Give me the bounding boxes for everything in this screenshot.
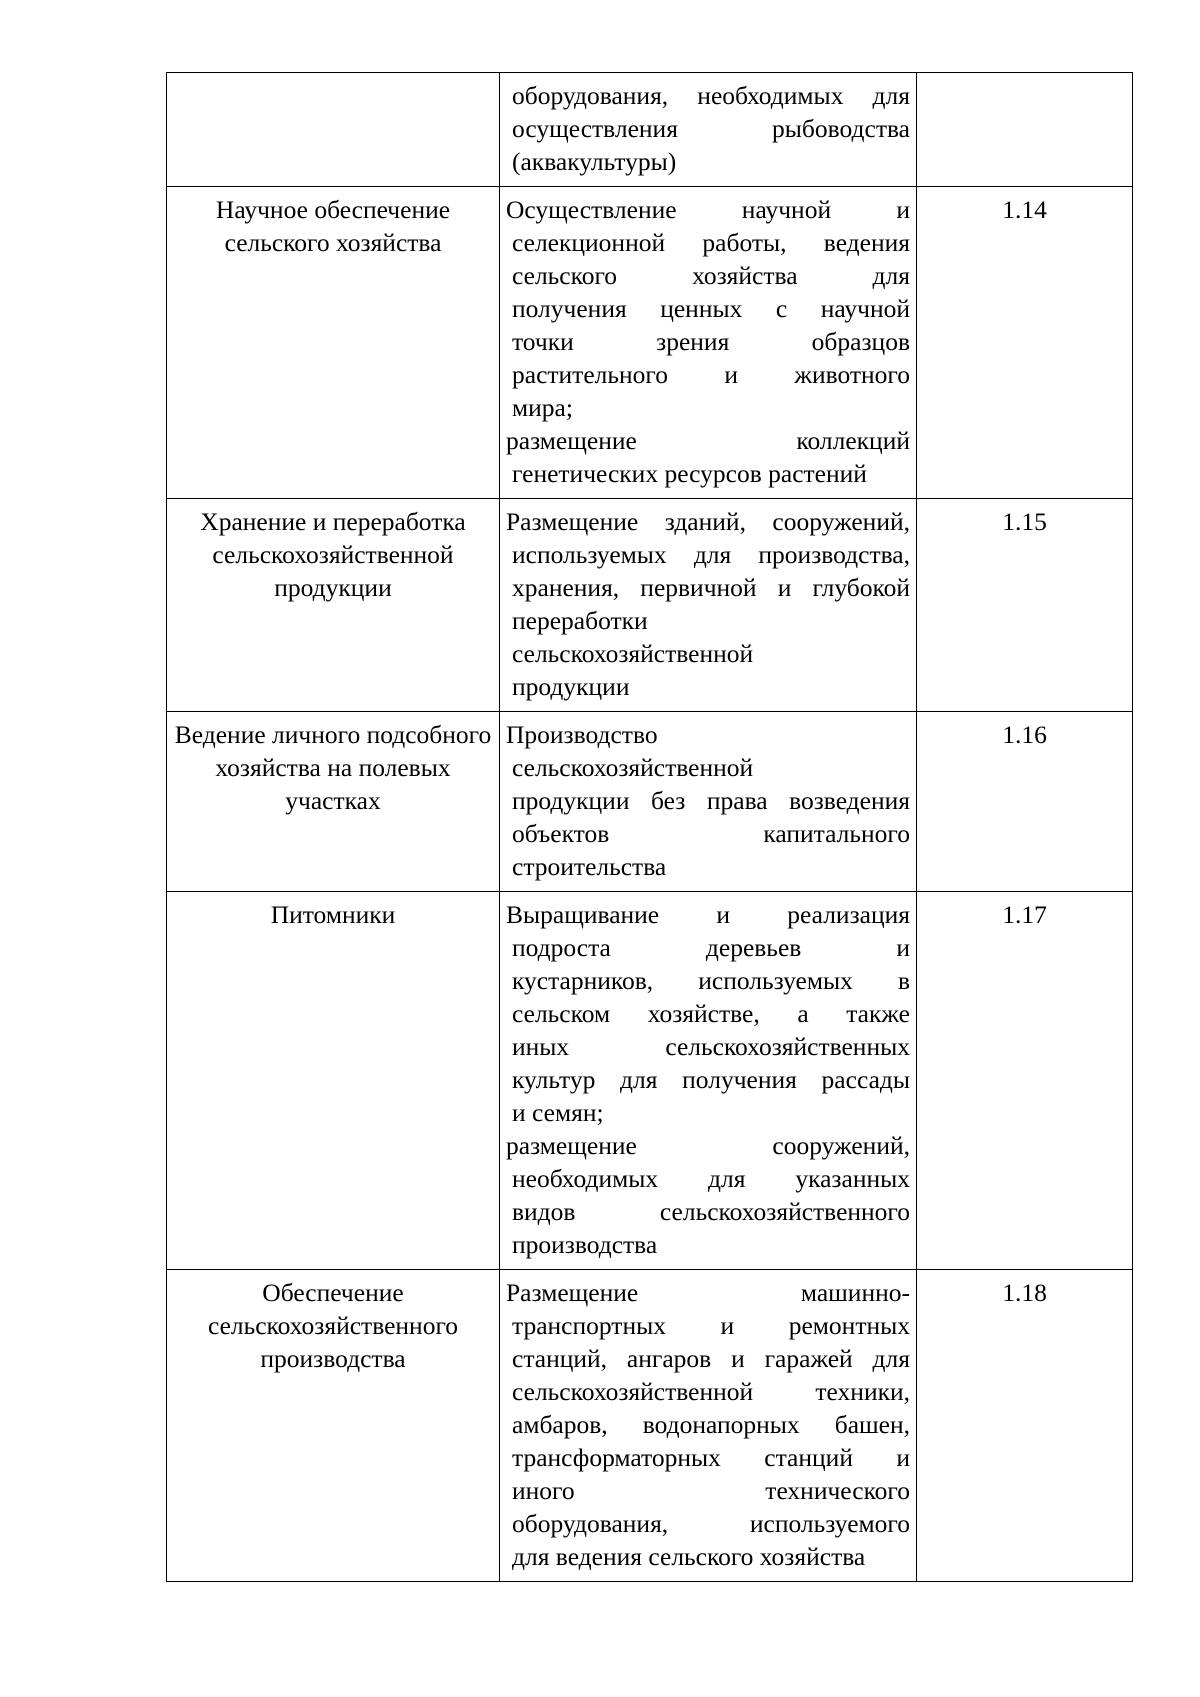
description-line: осуществления рыбоводства	[512, 114, 910, 143]
description-line: строительства	[512, 852, 667, 881]
description-line: транспортных и ремонтных	[512, 1311, 910, 1340]
description-line: иного технического	[512, 1476, 910, 1505]
description-line: и семян;	[512, 1098, 604, 1127]
land-use-description-cell	[500, 73, 917, 187]
table-row	[167, 73, 1133, 187]
land-use-description-cell	[500, 187, 917, 499]
table-row	[167, 892, 1133, 1270]
description-line: производства	[512, 1230, 658, 1259]
classification-code-cell: 1.18	[917, 1270, 1133, 1582]
description-line: Осуществление научной и	[506, 195, 910, 224]
description-line: Размещение машинно-	[506, 1278, 910, 1307]
description-line: сельскохозяйственной	[512, 753, 754, 782]
description-line: трансформаторных станций и	[512, 1443, 910, 1472]
description-line: амбаров, водонапорных башен,	[512, 1410, 910, 1439]
land-use-type-cell: Обеспечение сельскохозяйственного производства	[167, 1270, 500, 1582]
land-use-table	[166, 72, 1133, 1582]
description-line: продукции без права возведения	[512, 786, 910, 815]
table-row	[167, 187, 1133, 499]
description-line: размещение сооружений,	[506, 1131, 910, 1160]
description-line: иных сельскохозяйственных	[512, 1032, 910, 1061]
classification-code-cell	[917, 73, 1133, 187]
classification-code-cell: 1.17	[917, 892, 1133, 1270]
land-use-type-cell	[167, 73, 500, 187]
land-use-type-cell: Научное обеспечение сельского хозяйства	[167, 187, 500, 499]
description-line: сельском хозяйстве, а также	[512, 999, 910, 1028]
description-line: оборудования, необходимых для	[512, 81, 910, 110]
description-line: размещение коллекций	[506, 426, 910, 455]
land-use-type-cell: Ведение личного подсобного хозяйства на полевых участках	[167, 712, 500, 892]
description-line: селекционной работы, ведения	[512, 228, 910, 257]
description-line: оборудования, используемого	[512, 1509, 910, 1538]
land-use-description-cell	[500, 1270, 917, 1582]
classification-code-cell: 1.15	[917, 499, 1133, 712]
classification-code-cell: 1.14	[917, 187, 1133, 499]
description-line: получения ценных с научной	[512, 294, 910, 323]
land-use-description-cell	[500, 892, 917, 1270]
description-line: сельского хозяйства для	[512, 261, 910, 290]
land-use-description-cell	[500, 712, 917, 892]
description-line: сельскохозяйственной	[512, 639, 754, 668]
description-line: хранения, первичной и глубокой	[512, 573, 910, 602]
description-line: подроста деревьев и	[512, 933, 910, 962]
description-line: Производство	[506, 720, 658, 749]
description-line: кустарников, используемых в	[512, 966, 910, 995]
description-line: сельскохозяйственной техники,	[512, 1377, 910, 1406]
description-line: Размещение зданий, сооружений,	[506, 507, 910, 536]
description-line: Выращивание и реализация	[506, 900, 910, 929]
description-line: станций, ангаров и гаражей для	[512, 1344, 910, 1373]
description-line: объектов капитального	[512, 819, 910, 848]
description-line: точки зрения образцов	[512, 327, 910, 356]
table-row	[167, 499, 1133, 712]
land-use-type-cell: Хранение и переработка сельскохозяйственной продукции	[167, 499, 500, 712]
description-line: мира;	[512, 393, 573, 422]
table-body	[167, 73, 1133, 1582]
description-line: культур для получения рассады	[512, 1065, 910, 1094]
description-line: растительного и животного	[512, 360, 910, 389]
description-line: используемых для производства,	[512, 540, 910, 569]
description-line: необходимых для указанных	[512, 1164, 910, 1193]
description-line: продукции	[512, 672, 630, 701]
land-use-description-cell	[500, 499, 917, 712]
description-line: генетических ресурсов растений	[512, 459, 867, 488]
table-row	[167, 1270, 1133, 1582]
classification-code-cell: 1.16	[917, 712, 1133, 892]
table-row	[167, 712, 1133, 892]
description-line: видов сельскохозяйственного	[512, 1197, 910, 1226]
description-line: переработки	[512, 606, 648, 635]
land-use-type-cell: Питомники	[167, 892, 500, 1270]
description-line: для ведения сельского хозяйства	[512, 1542, 866, 1571]
description-line: (аквакультуры)	[512, 147, 677, 176]
